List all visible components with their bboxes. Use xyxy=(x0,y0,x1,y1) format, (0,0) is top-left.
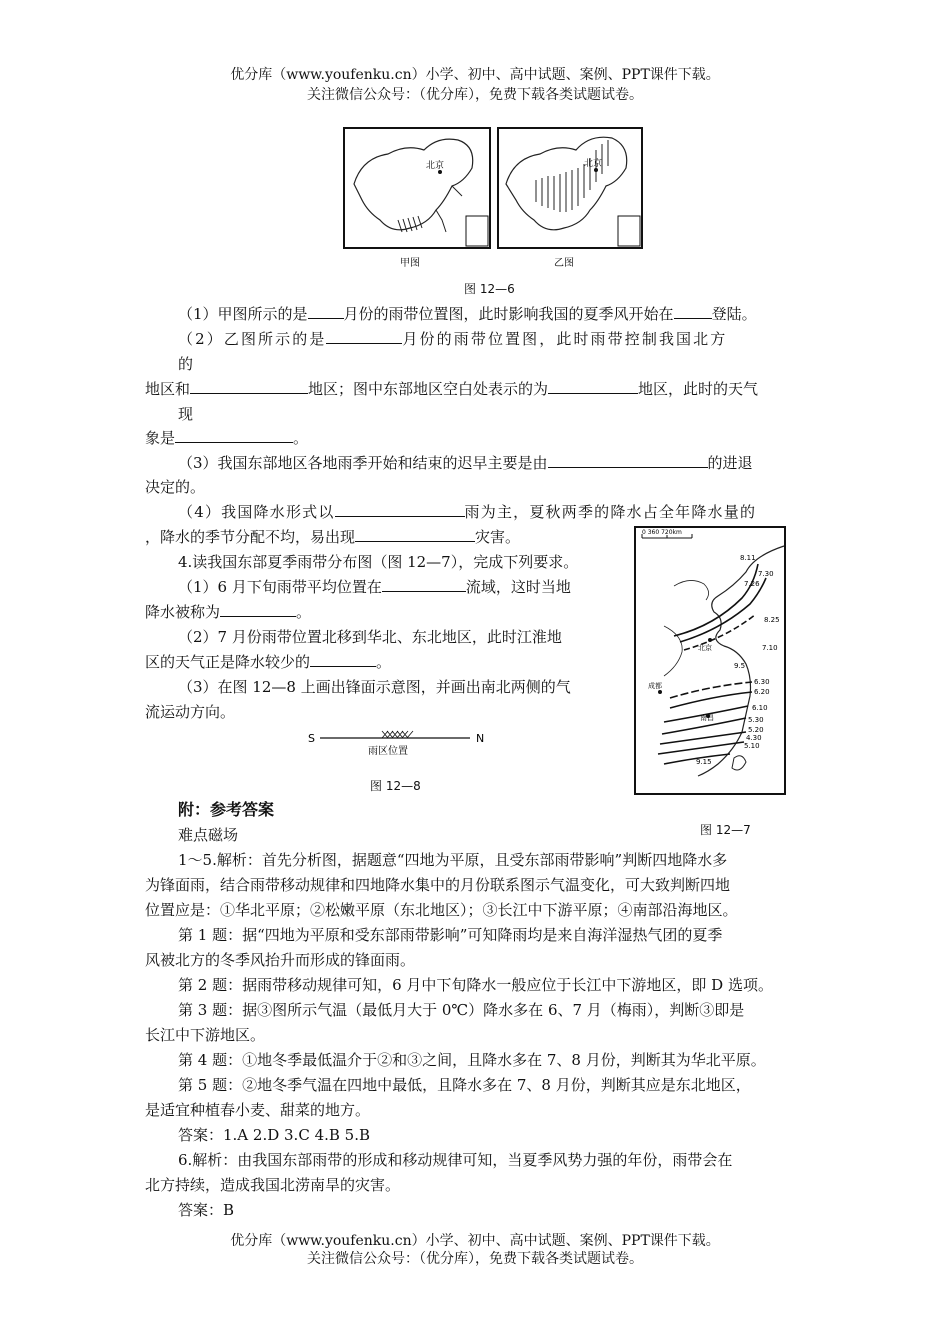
answer-line-4: 第 1 题：据“四地为平原和受东部雨带影响”可知降雨均是来自海洋湿热气团的夏季 xyxy=(178,926,723,944)
figure-12-7 xyxy=(634,526,786,796)
answer-line-9: 第 4 题：①地冬季最低温介于②和③之间，且降水多在 7、8 月份，判断其为华北平原。 xyxy=(178,1051,766,1069)
date-label-3: 8.25 xyxy=(764,616,780,624)
figure-12-6 xyxy=(340,124,646,274)
date-label-6: 6.30 xyxy=(754,678,770,686)
figure-12-8-caption: 图 12—8 xyxy=(370,779,421,793)
date-label-2: 7.26 xyxy=(744,580,760,588)
q3-part4-line1: （4）我国降水形式以 雨为主，夏秋两季的降水占全年降水量的 xyxy=(178,503,757,521)
jia-label: 甲图 xyxy=(400,258,420,269)
nanchang-label: 南昌 xyxy=(700,714,714,722)
s-label: S xyxy=(308,732,315,745)
date-label-7: 6.20 xyxy=(754,688,770,696)
scale-label: 0 360 720km xyxy=(642,529,682,536)
answer-line-1: 1～5.解析：首先分析图，据题意“四地为平原，且受东部雨带影响”判断四地降水多 xyxy=(178,851,728,869)
answer-line-12: 答案：1.A 2.D 3.C 4.B 5.B xyxy=(178,1126,371,1144)
q4-part3-line1: （3）在图 12—8 上画出锋面示意图，并画出南北两侧的气 xyxy=(178,678,571,696)
figure-12-8 xyxy=(300,728,500,758)
answer-line-13: 6.解析：由我国东部雨带的形成和移动规律可知，当夏季风势力强的年份，雨带会在 xyxy=(178,1151,733,1169)
answer-line-14: 北方持续，造成我国北涝南旱的灾害。 xyxy=(145,1176,401,1194)
rainband-jia xyxy=(398,216,422,232)
q3-part4-line2: ，降水的季节分配不均，易出现 灾害。 xyxy=(145,528,521,546)
date-label-12: 5.10 xyxy=(744,742,760,750)
answer-line-11: 是适宜种植春小麦、甜菜的地方。 xyxy=(145,1101,371,1119)
q4-title: 4.读我国东部夏季雨带分布图（图 12—7），完成下列要求。 xyxy=(178,553,579,571)
figure-12-7-caption: 图 12—7 xyxy=(700,823,751,837)
q4-part2-line2: 区的天气正是降水较少的 。 xyxy=(145,653,392,671)
answers-title: 附：参考答案 xyxy=(178,800,275,819)
n-label: N xyxy=(476,732,485,745)
beijing-label-yi: 北京 xyxy=(584,159,603,169)
date-label-10: 5.20 xyxy=(748,726,764,734)
chengdu-label: 成都 xyxy=(648,682,662,690)
answer-line-2: 为锋面雨，结合雨带移动规律和四地降水集中的月份联系图示气温变化，可大致判断四地 xyxy=(145,876,731,894)
q3-part2-line5: 象是 。 xyxy=(145,429,309,447)
date-label-8: 6.10 xyxy=(752,704,768,712)
date-label-11: 4.30 xyxy=(746,734,762,742)
date-label-1: 7.30 xyxy=(758,570,774,578)
footer-line-1: 优分库（www.youfenku.cn）小学、初中、高中试题、案例、PPT课件下载。 xyxy=(230,1233,720,1249)
answer-line-7: 第 3 题：据③图所示气温（最低月大于 0℃）降水多在 6、7 月（梅雨），判断③即是 xyxy=(178,1001,745,1019)
footer-line-2: 关注微信公众号：（优分库），免费下载各类试题试卷。 xyxy=(307,1251,643,1267)
figure-12-6-caption: 图 12—6 xyxy=(464,282,515,296)
rain-area-label: 雨区位置 xyxy=(368,746,408,757)
date-label-9: 5.30 xyxy=(748,716,764,724)
q3-part2-line2: 的 xyxy=(178,355,194,373)
q4-part3-line2: 流运动方向。 xyxy=(145,703,236,721)
beijing-label-127: 北京 xyxy=(698,644,712,652)
answer-line-15: 答案：B xyxy=(178,1201,235,1219)
beijing-label-jia: 北京 xyxy=(426,161,445,171)
q3-part1: （1）甲图所示的是 月份的雨带位置图，此时影响我国的夏季风开始在 登陆。 xyxy=(178,305,757,323)
date-label-5: 9.5 xyxy=(734,662,746,670)
q3-part2-line4: 现 xyxy=(178,405,194,423)
q3-part2-line3: 地区和 地区；图中东部地区空白处表示的为 地区，此时的天气 xyxy=(145,380,759,398)
q4-part1-line2: 降水被称为 。 xyxy=(145,603,312,621)
answers-subtitle: 难点磁场 xyxy=(178,826,239,844)
q4-part1-line1: （1）6 月下旬雨带平均位置在 流域，这时当地 xyxy=(178,578,571,596)
q3-part3-line2: 决定的。 xyxy=(145,478,206,496)
q3-part2-line1: （2）乙图所示的是 月份的雨带位置图，此时雨带控制我国北方 xyxy=(178,330,728,348)
q4-part2-line1: （2）7 月份雨带位置北移到华北、东北地区，此时江淮地 xyxy=(178,628,562,646)
yi-label: 乙图 xyxy=(554,258,574,269)
date-label-4: 7.10 xyxy=(762,644,778,652)
answer-line-3: 位置应是：①华北平原；②松嫩平原（东北地区）；③长江中下游平原；④南部沿海地区。 xyxy=(145,901,738,919)
map-yi-frame xyxy=(498,128,642,248)
date-label-13: 9.15 xyxy=(696,758,712,766)
answer-line-8: 长江中下游地区。 xyxy=(145,1026,266,1044)
answer-line-5: 风被北方的冬季风抬升而形成的锋面雨。 xyxy=(145,951,416,969)
answer-line-10: 第 5 题：②地冬季气温在四地中最低，且降水多在 7、8 月份，判断其应是东北地区， xyxy=(178,1076,751,1094)
date-label-0: 8.11 xyxy=(740,554,756,562)
header-line-2: 关注微信公众号：（优分库），免费下载各类试题试卷。 xyxy=(307,87,643,103)
answer-line-6: 第 2 题：据雨带移动规律可知，6 月中下旬降水一般应位于长江中下游地区，即 D 选项。 xyxy=(178,976,773,994)
q3-part3-line1: （3）我国东部地区各地雨季开始和结束的迟早主要是由 的进退 xyxy=(178,454,753,472)
rain-area-hatch xyxy=(382,731,413,738)
header-line-1: 优分库（www.youfenku.cn）小学、初中、高中试题、案例、PPT课件下载。 xyxy=(230,67,720,83)
